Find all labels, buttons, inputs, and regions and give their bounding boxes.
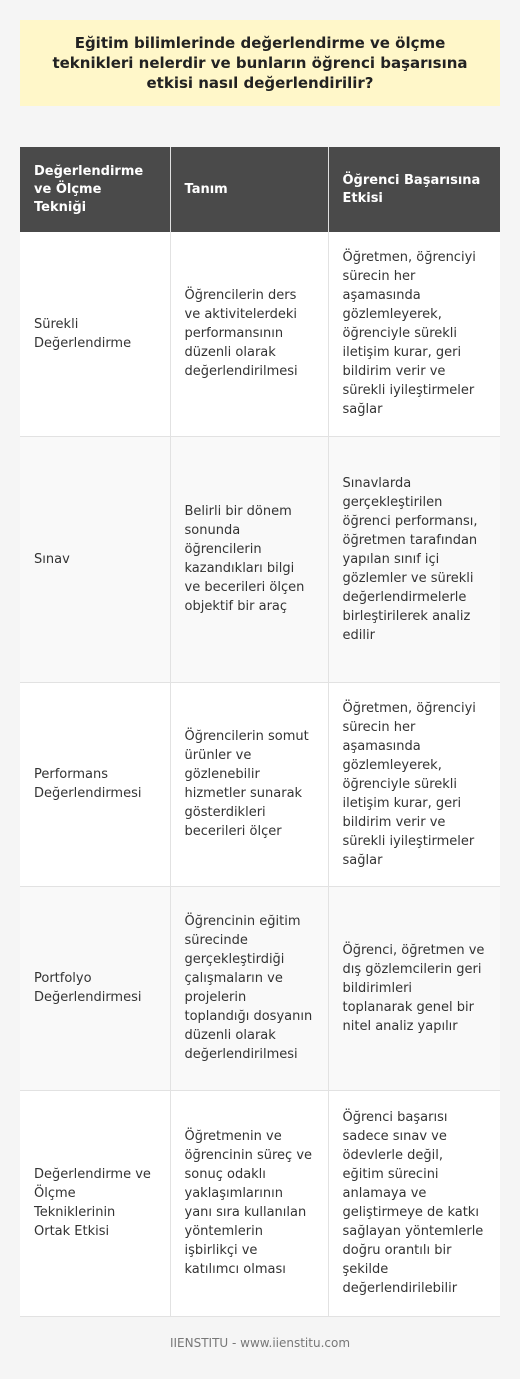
table-row [20, 1090, 500, 1316]
title-banner [20, 20, 500, 106]
footer-credit: IIENSTITU - www.iienstitu.com [169, 1336, 351, 1350]
effect-cell: Öğrenci, öğretmen ve dış gözlemcilerin geri bildirimleri toplanarak genel bir nitel analiz yapılır [328, 886, 500, 1090]
definition-cell: Öğrencilerin ders ve aktivitelerdeki performansının düzenli olarak değerlendirilmesi [170, 232, 328, 436]
table-row [20, 886, 500, 1090]
table-row [20, 682, 500, 886]
definition-cell: Öğrencilerin somut ürünler ve gözlenebilir hizmetler sunarak gösterdikleri becerileri ölçer [170, 682, 328, 886]
effect-cell: Öğretmen, öğrenciyi sürecin her aşamasında gözlemleyerek, öğrenciyle sürekli iletişim kurar, geri bildirim verir ve sürekli iyileştirmeler sağlar [328, 682, 500, 886]
effect-cell: Öğrenci başarısı sadece sınav ve ödevlerle değil, eğitim sürecini anlamaya ve geliştirmeye de katkı sağlayan yöntemlerle doğru orantılı bir şekilde değerlendirilebilir [328, 1090, 500, 1316]
technique-cell: Sürekli Değerlendirme [20, 232, 170, 436]
effect-cell: Sınavlarda gerçekleştirilen öğrenci performansı, öğretmen tarafından yapılan sınıf içi gözlemler ve sürekli değerlendirmelerle birleştirilerek analiz edilir [328, 436, 500, 682]
header-technique: Değerlendirme ve Ölçme Tekniği [20, 147, 170, 232]
header-definition: Tanım [170, 147, 328, 232]
page-title: Eğitim bilimlerinde değerlendirme ve ölçme teknikleri nelerdir ve bunların öğrenci başarısına etkisi nasıl değerlendirilir? [52, 34, 468, 92]
assessment-table [20, 147, 500, 1317]
header-effect: Öğrenci Başarısına Etkisi [328, 147, 500, 232]
definition-cell: Öğretmenin ve öğrencinin süreç ve sonuç odaklı yaklaşımlarının yanı sıra kullanılan yöntemlerin işbirlikçi ve katılımcı olması [170, 1090, 328, 1316]
technique-cell: Performans Değerlendirmesi [20, 682, 170, 886]
table-header-row [20, 147, 500, 232]
definition-cell: Öğrencinin eğitim sürecinde gerçekleştirdiği çalışmaların ve projelerin toplandığı dosyanın düzenli olarak değerlendirilmesi [170, 886, 328, 1090]
table-row [20, 436, 500, 682]
effect-cell: Öğretmen, öğrenciyi sürecin her aşamasında gözlemleyerek, öğrenciyle sürekli iletişim kurar, geri bildirim verir ve sürekli iyileştirmeler sağlar [328, 232, 500, 436]
table-row [20, 232, 500, 436]
technique-cell: Değerlendirme ve Ölçme Tekniklerinin Ortak Etkisi [20, 1090, 170, 1316]
technique-cell: Portfolyo Değerlendirmesi [20, 886, 170, 1090]
technique-cell: Sınav [20, 436, 170, 682]
definition-cell: Belirli bir dönem sonunda öğrencilerin kazandıkları bilgi ve becerileri ölçen objektif bir araç [170, 436, 328, 682]
